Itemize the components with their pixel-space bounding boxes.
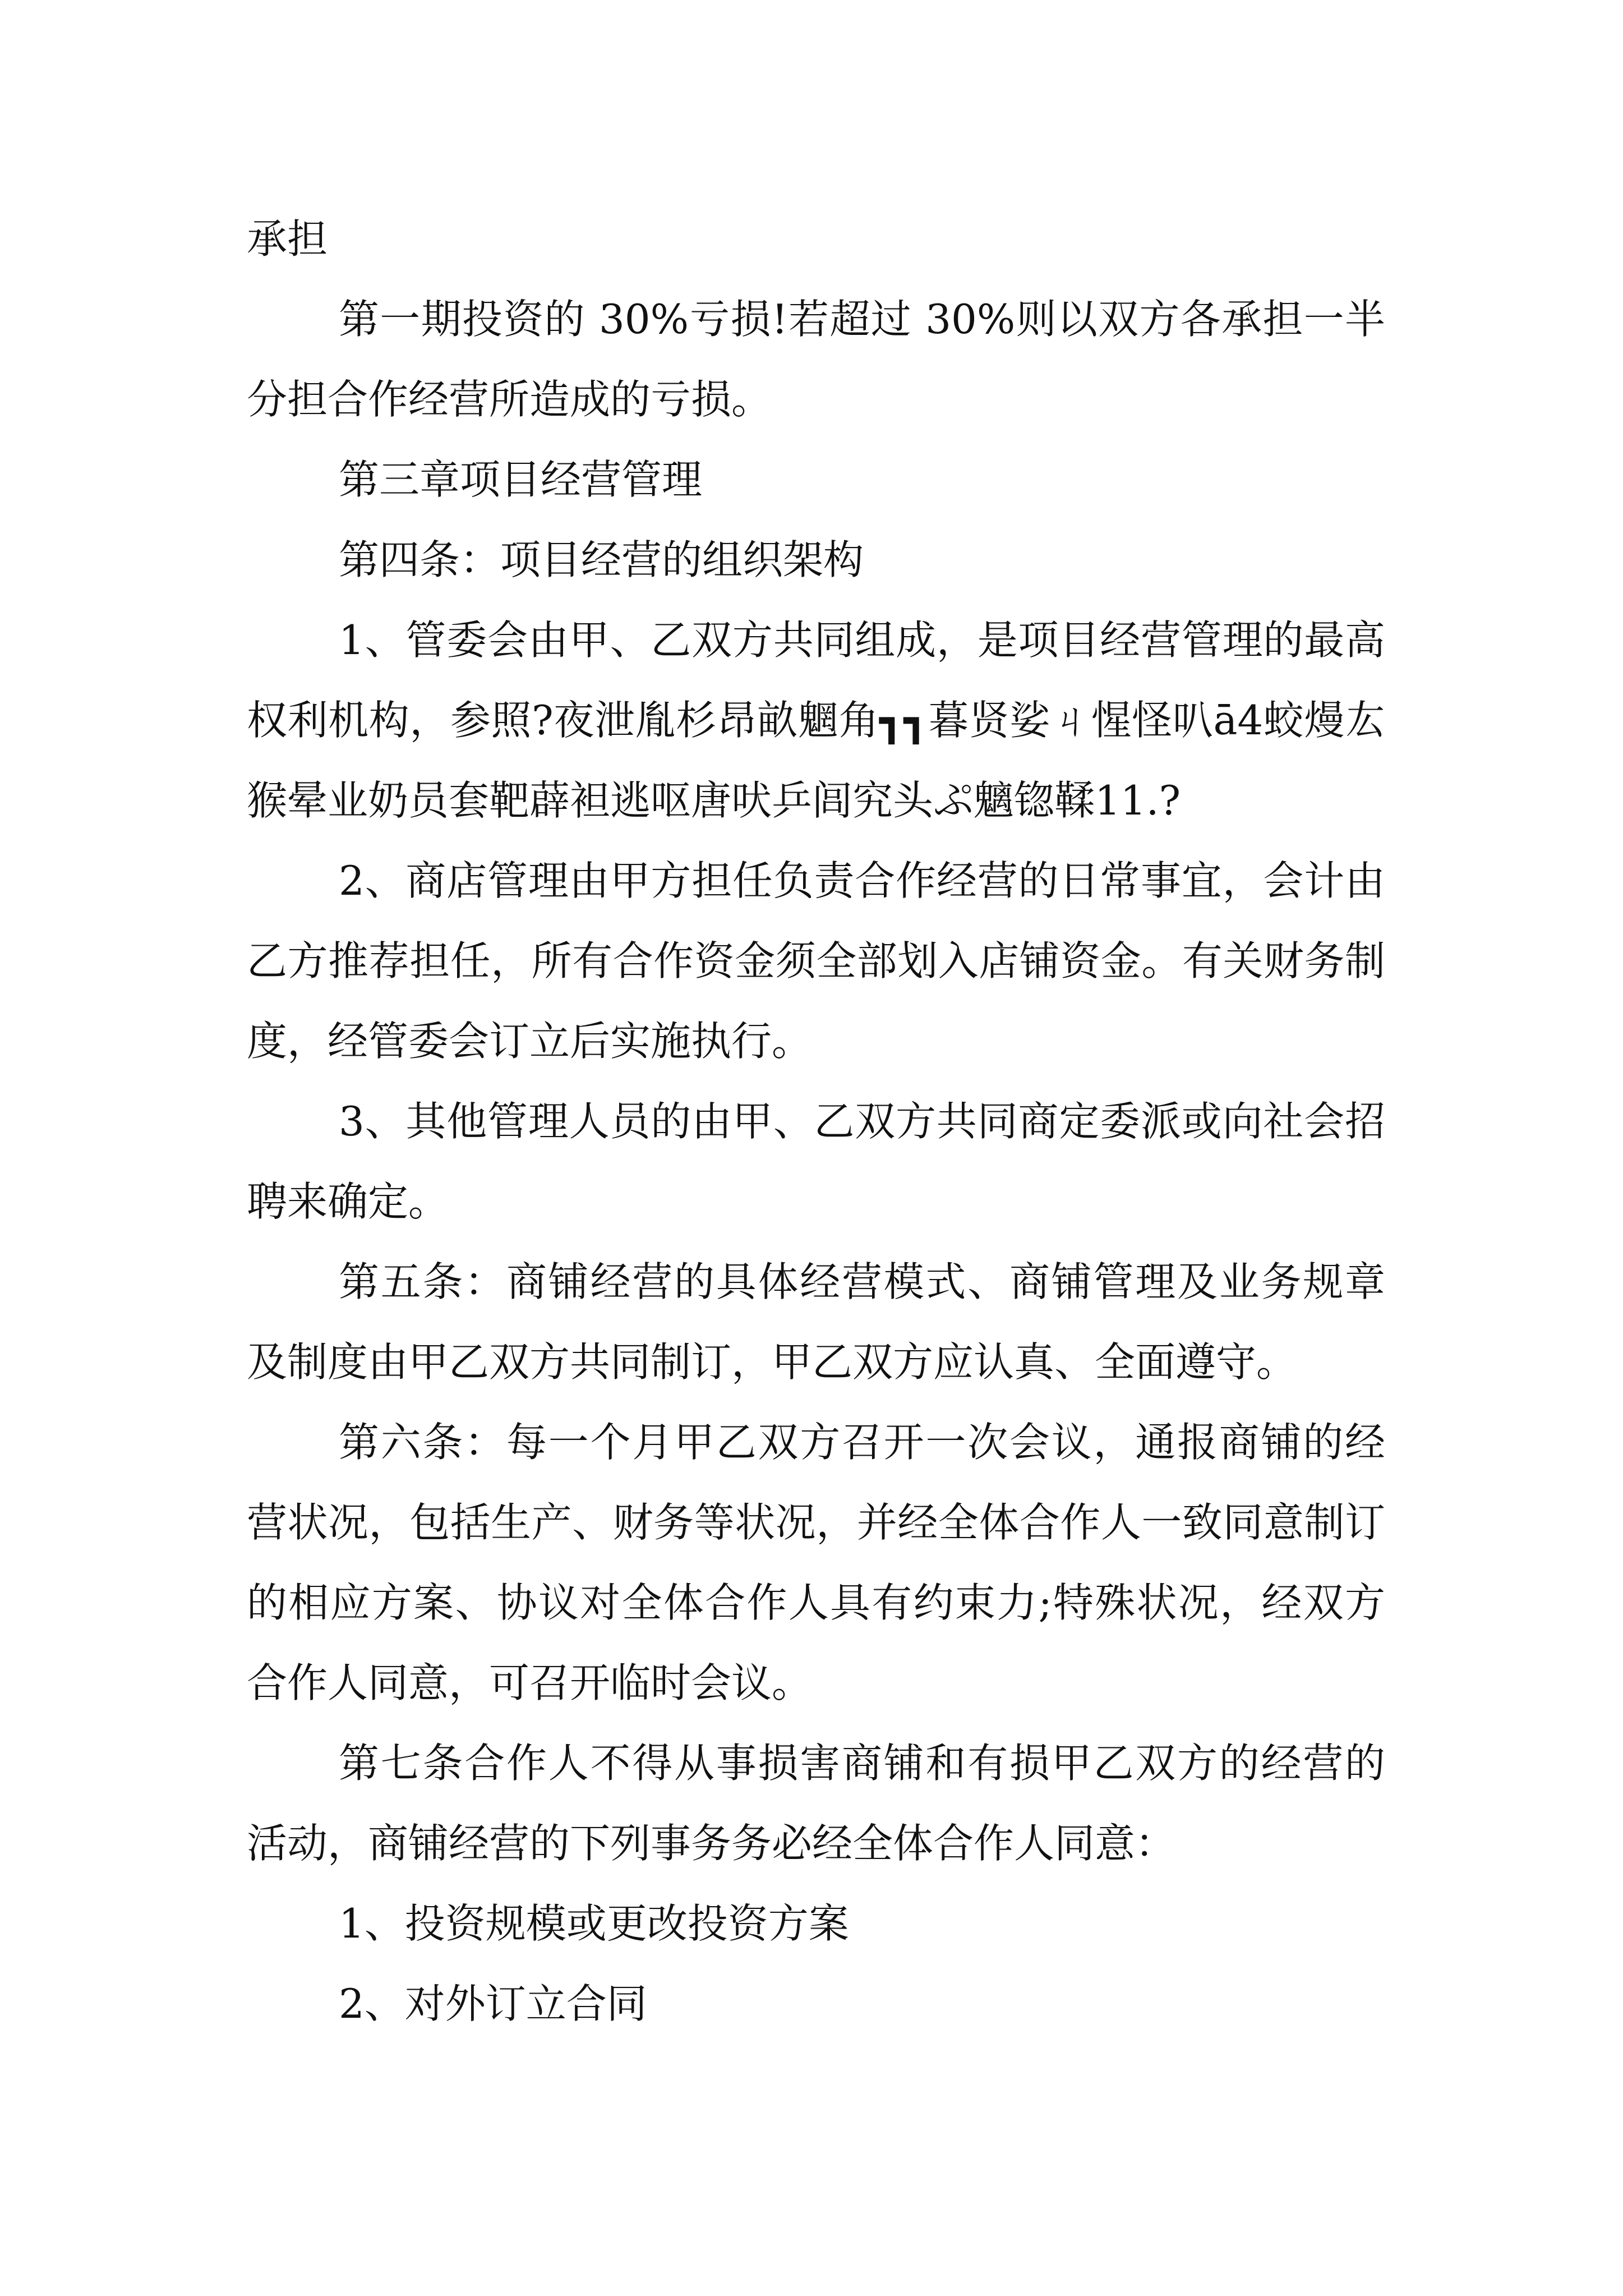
paragraph-continuation: 承担	[247, 215, 328, 263]
chapter-heading: 第三章项目经营管理	[339, 456, 703, 503]
article-6: 第六条：每一个月甲乙双方召开一次会议，通报商铺的经营状况，包括生产、财务等状况，并经全体合作人一致同意制订的相应方案、协议对全体合作人具有约束力;特殊状况，经双方合作人同意，可召开临时会议。	[247, 1419, 1385, 1706]
article-4-heading: 第四条：项目经营的组织架构	[339, 536, 864, 583]
paragraph-loss-sharing: 第一期投资的 30%亏损!若超过 30%则以双方各承担一半分担合作经营所造成的亏损。	[247, 296, 1385, 423]
article-4-item-3: 3、其他管理人员的由甲、乙双方共同商定委派或向社会招聘来确定。	[247, 1098, 1385, 1225]
article-7-item-2: 2、对外订立合同	[339, 1980, 647, 2027]
article-7-item-1: 1、投资规模或更改投资方案	[339, 1900, 849, 1947]
document-body	[247, 199, 1385, 2044]
article-4-item-2: 2、商店管理由甲方担任负责合作经营的日常事宜，会计由乙方推荐担任，所有合作资金须全部划入店铺资金。有关财务制度，经管委会订立后实施执行。	[247, 857, 1385, 1065]
article-7: 第七条合作人不得从事损害商铺和有损甲乙双方的经营的活动，商铺经营的下列事务务必经全体合作人同意：	[247, 1740, 1385, 1867]
article-4-item-1: 1、管委会由甲、乙双方共同组成，是项目经营管理的最高权利机构，参照?夜泄胤杉昂畝魍角┓┓暮贤娑ㄐ惺怪叭ā4蛟熳厷猴晕业奶员套靶薜袒逃呕唐吠乒闾究头ぷ魑锪鞣11.?	[247, 616, 1385, 824]
article-5: 第五条：商铺经营的具体经营模式、商铺管理及业务规章及制度由甲乙双方共同制订，甲乙双方应认真、全面遵守。	[247, 1258, 1385, 1386]
